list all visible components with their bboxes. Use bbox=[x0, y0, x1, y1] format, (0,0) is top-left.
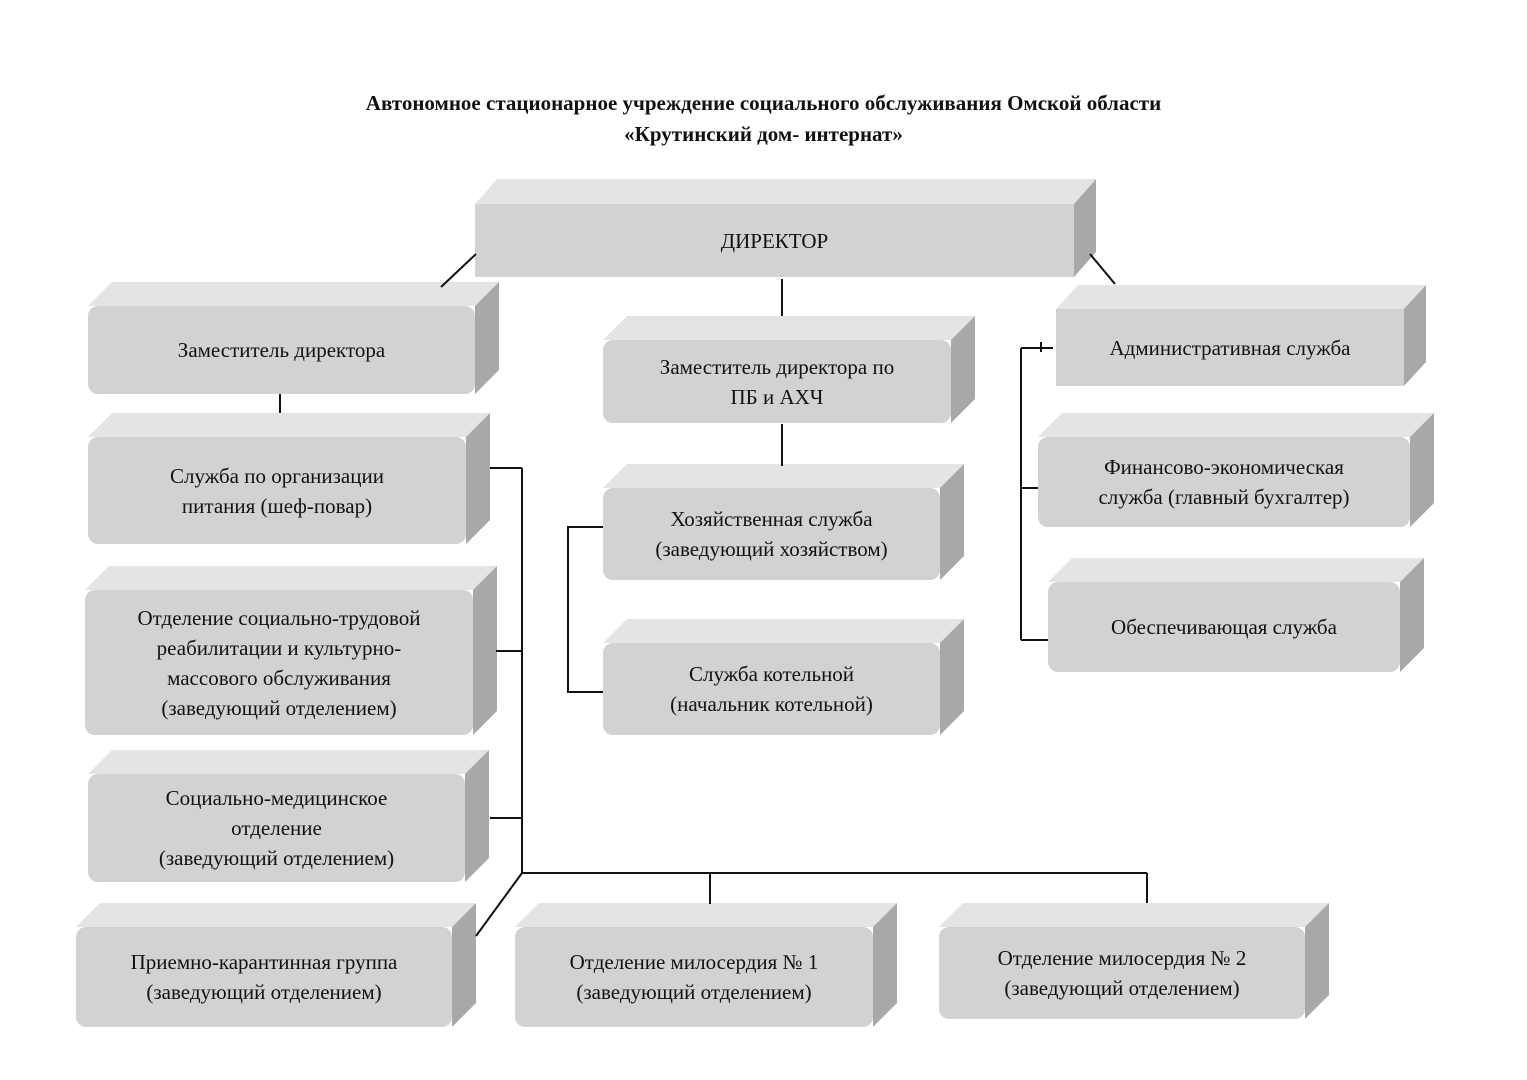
boiler-service-box: Служба котельной (начальник котельной) bbox=[670, 662, 873, 716]
social-labor-department-box: Отделение социально-трудовой реабилитации и культурно- массового обслуживания (заведующий отделением) bbox=[137, 605, 421, 720]
box-top-face bbox=[515, 903, 897, 927]
deputy-director-box: Заместитель директора bbox=[177, 338, 386, 362]
catering-service-box: Служба по организации питания (шеф-повар) bbox=[170, 463, 384, 518]
support-service-box: Обеспечивающая служба bbox=[1111, 615, 1337, 639]
box-top-face bbox=[1056, 285, 1426, 309]
finance-service-box: Финансово-экономическая служба (главный бухгалтер) bbox=[1098, 455, 1350, 509]
household-service-box: Хозяйственная служба (заведующий хозяйством) bbox=[655, 507, 888, 561]
box-top-face bbox=[603, 316, 975, 340]
quarantine-group-box: Приемно-карантинная группа (заведующий отделением) bbox=[130, 950, 398, 1004]
director-box: ДИРЕКТОР bbox=[720, 228, 829, 253]
mercy-department-1-box: Отделение милосердия № 1 (заведующий отделением) bbox=[569, 950, 819, 1004]
connector-director-to-admin bbox=[1090, 254, 1115, 284]
box-top-face bbox=[1038, 413, 1434, 437]
deputy-director-pb-box: Заместитель директора по ПБ и АХЧ bbox=[659, 354, 895, 409]
box-top-face bbox=[76, 903, 476, 927]
box-top-face bbox=[88, 750, 489, 774]
admin-service-box: Административная служба bbox=[1109, 335, 1351, 360]
box-top-face bbox=[85, 566, 497, 590]
box-top-face bbox=[88, 282, 499, 306]
box-top-face bbox=[603, 464, 964, 488]
mercy-department-2-box: Отделение милосердия № 2 (заведующий отделением) bbox=[997, 946, 1247, 1000]
title-line-1: Автономное стационарное учреждение социального обслуживания Омской области bbox=[365, 91, 1162, 115]
medical-department-box: Социально-медицинское отделение (заведующий отделением) bbox=[158, 786, 395, 870]
box-top-face bbox=[939, 903, 1329, 927]
box-top-face bbox=[603, 619, 964, 643]
box-top-face bbox=[1048, 558, 1424, 582]
title-line-2: «Крутинский дом- интернат» bbox=[624, 122, 903, 146]
connector-household-boiler-bracket bbox=[568, 527, 603, 692]
box-side-face bbox=[473, 566, 497, 735]
box-top-face bbox=[88, 413, 490, 437]
box-top-face bbox=[475, 179, 1096, 204]
